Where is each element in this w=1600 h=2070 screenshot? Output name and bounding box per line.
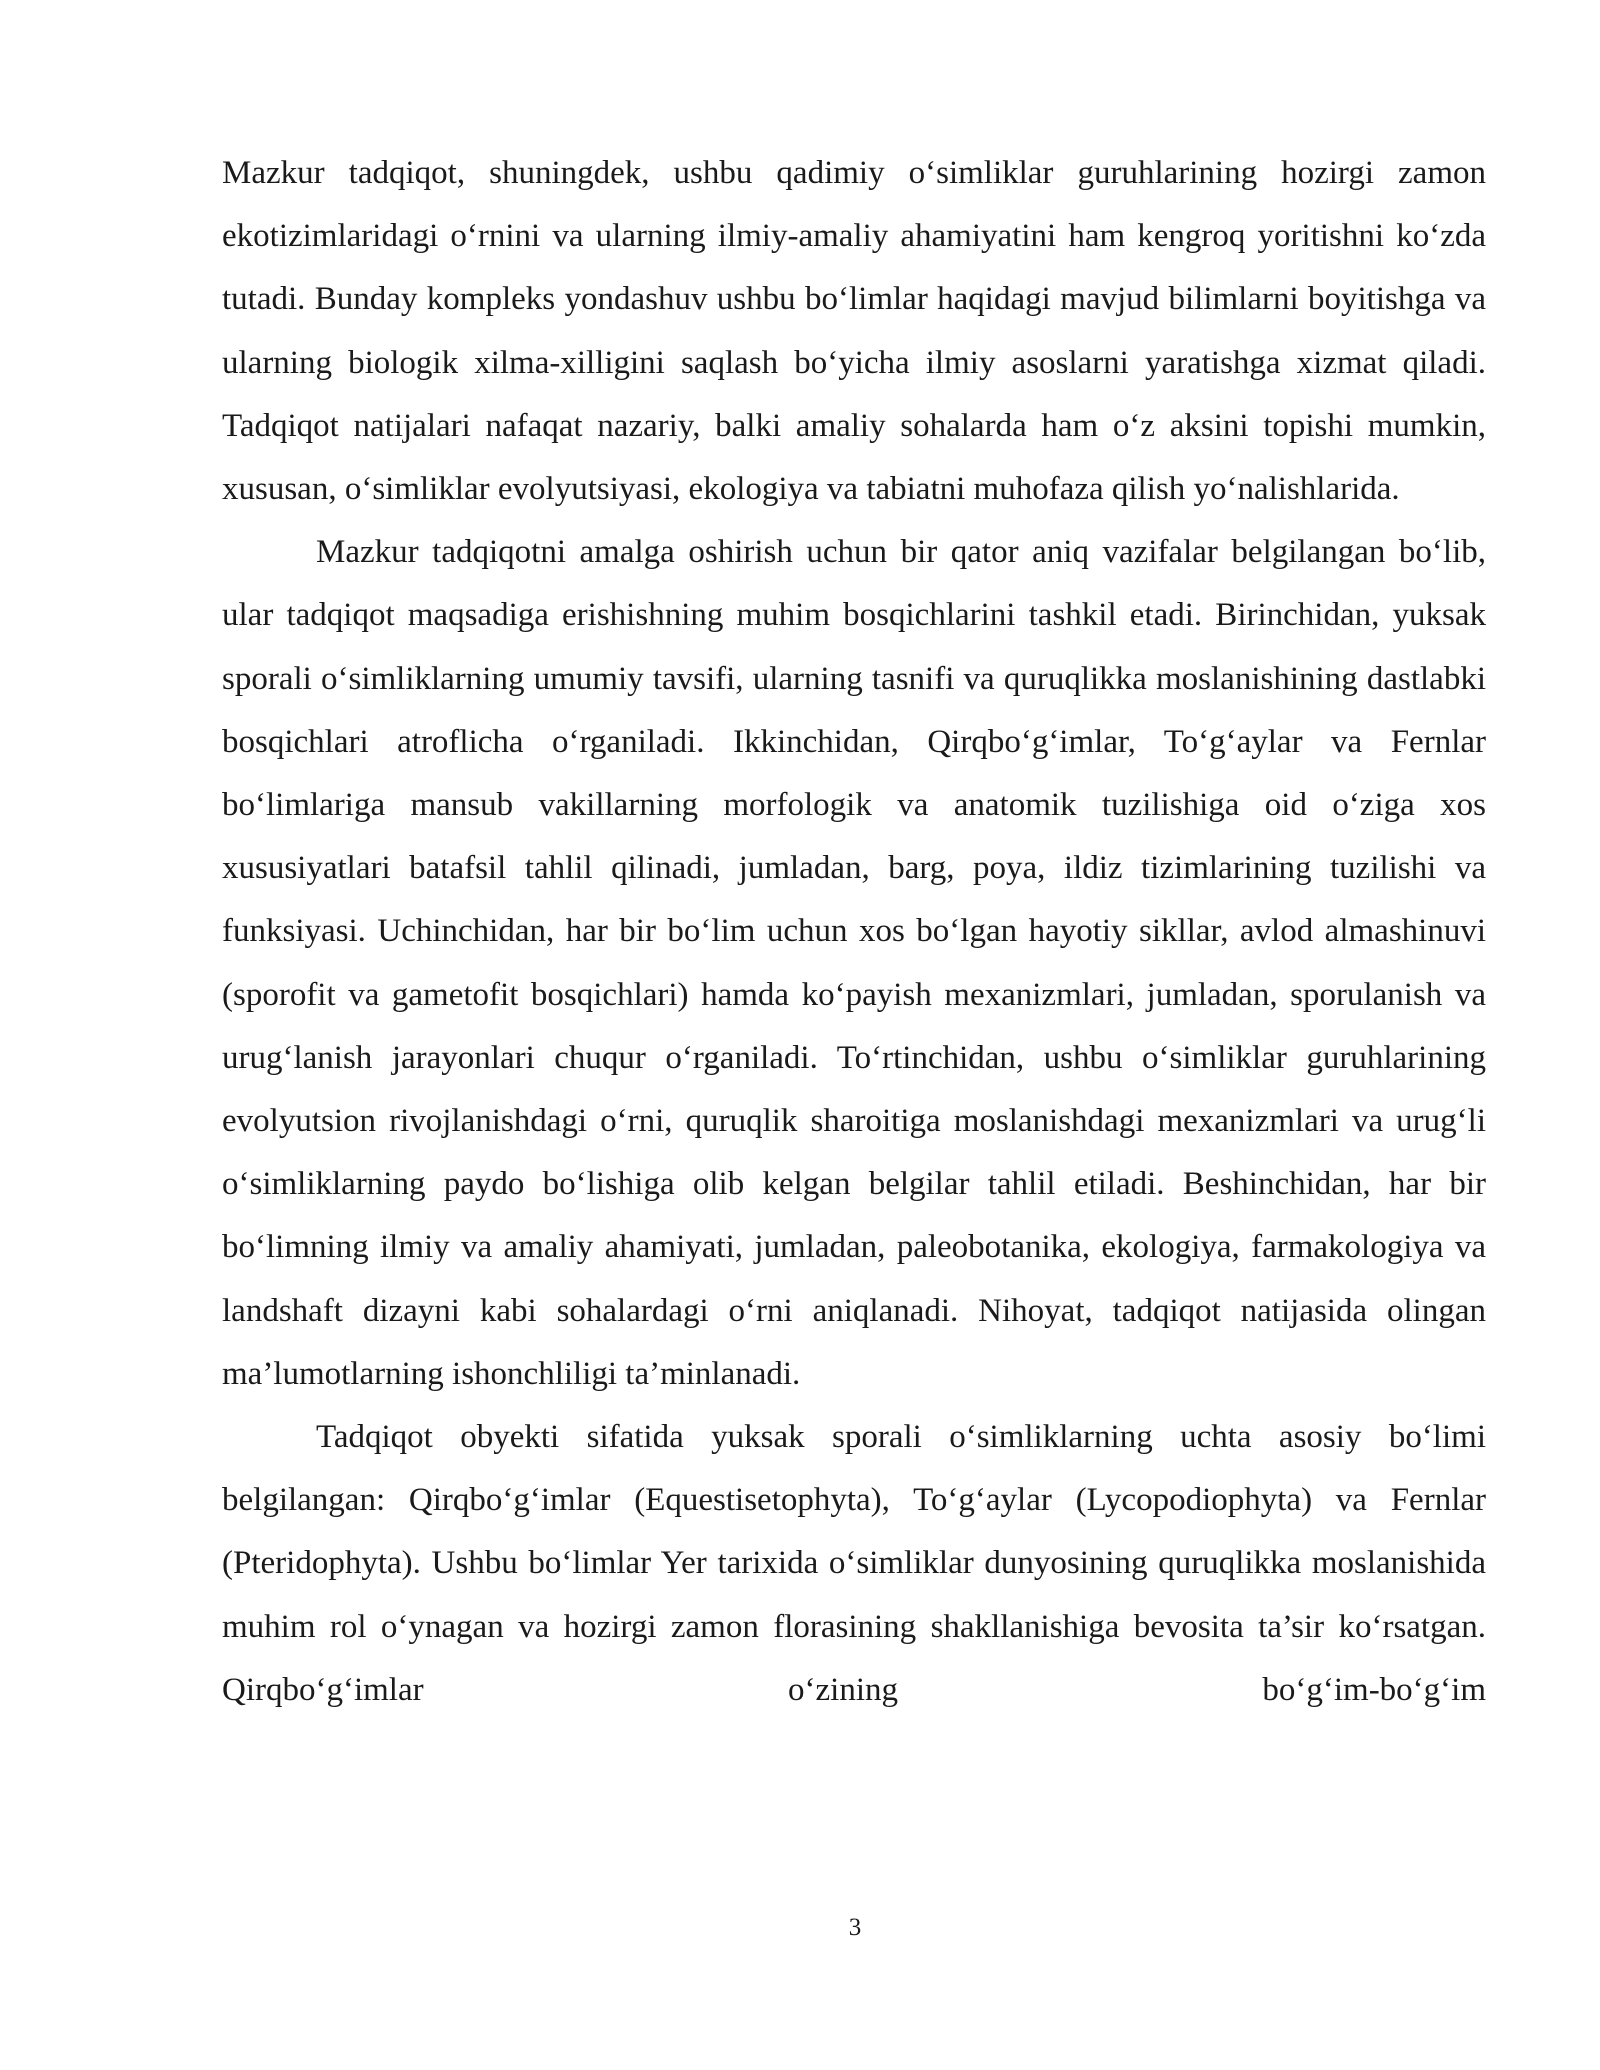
- page-number: 3: [848, 1914, 862, 1941]
- body-text: [222, 142, 1486, 1722]
- paragraph-tasks: Mazkur tadqiqotni amalga oshirish uchun bir qator aniq vazifalar belgilangan bo‘lib, ular tadqiqot maqsadiga erishishning muhim bosqichlarini tashkil etadi. Birinchidan, yuksak sporali o‘simliklarning umumiy tavsifi, ularning tasnifi va quruqlikka moslanishining dastlabki bosqichlari atroflicha o‘rganiladi. Ikkinchidan, Qirqbo‘g‘imlar, To‘g‘aylar va Fernlar bo‘limlariga mansub vakillarning morfologik va anatomik tuzilishiga oid o‘ziga xos xususiyatlari batafsil tahlil qilinadi, jumladan, barg, poya, ildiz tizimlarining tuzilishi va funksiyasi. Uchinchidan, har bir bo‘lim uchun xos bo‘lgan hayotiy sikllar, avlod almashinuvi (sporofit va gametofit bosqichlari) hamda ko‘payish mexanizmlari, jumladan, sporulanish va urug‘lanish jarayonlari chuqur o‘rganiladi. To‘rtinchidan, ushbu o‘simliklar guruhlarining evolyutsion rivojlanishdagi o‘rni, quruqlik sharoitiga moslanishdagi mexanizmlari va urug‘li o‘simliklarning paydo bo‘lishiga olib kelgan belgilar tahlil etiladi. Beshinchidan, har bir bo‘limning ilmiy va amaliy ahamiyati, jumladan, paleobotanika, ekologiya, farmakologiya va landshaft dizayni kabi sohalardagi o‘rni aniqlanadi. Nihoyat, tadqiqot natijasida olingan ma’lumotlarning ishonchliligi ta’minlanadi.: [222, 534, 1486, 1392]
- paragraph-continued: Mazkur tadqiqot, shuningdek, ushbu qadimiy o‘simliklar guruhlarining hozirgi zamon ekotizimlaridagi o‘rnini va ularning ilmiy-amaliy ahamiyatini ham kengroq yoritishni ko‘zda tutadi. Bunday kompleks yondashuv ushbu bo‘limlar haqidagi mavjud bilimlarni boyitishga va ularning biologik xilma-xilligini saqlash bo‘yicha ilmiy asoslarni yaratishga xizmat qiladi. Tadqiqot natijalari nafaqat nazariy, balki amaliy sohalarda ham o‘z aksini topishi mumkin, xususan, o‘simliklar evolyutsiyasi, ekologiya va tabiatni muhofaza qilish yo‘nalishlarida.: [222, 155, 1486, 508]
- paragraph-research-object: Tadqiqot obyekti sifatida yuksak sporali o‘simliklarning uchta asosiy bo‘limi belgilangan: Qirqbo‘g‘imlar (Equestisetophyta), To‘g‘aylar (Lycopodiophyta) va Fernlar (Pteridophyta). Ushbu bo‘limlar Yer tarixida o‘simliklar dunyosining quruqlikka moslanishida muhim rol o‘ynagan va hozirgi zamon florasining shakllanishiga bevosita ta’sir ko‘rsatgan. Qirqbo‘g‘imlar o‘zining bo‘g‘im-bo‘g‘im: [222, 1419, 1486, 1708]
